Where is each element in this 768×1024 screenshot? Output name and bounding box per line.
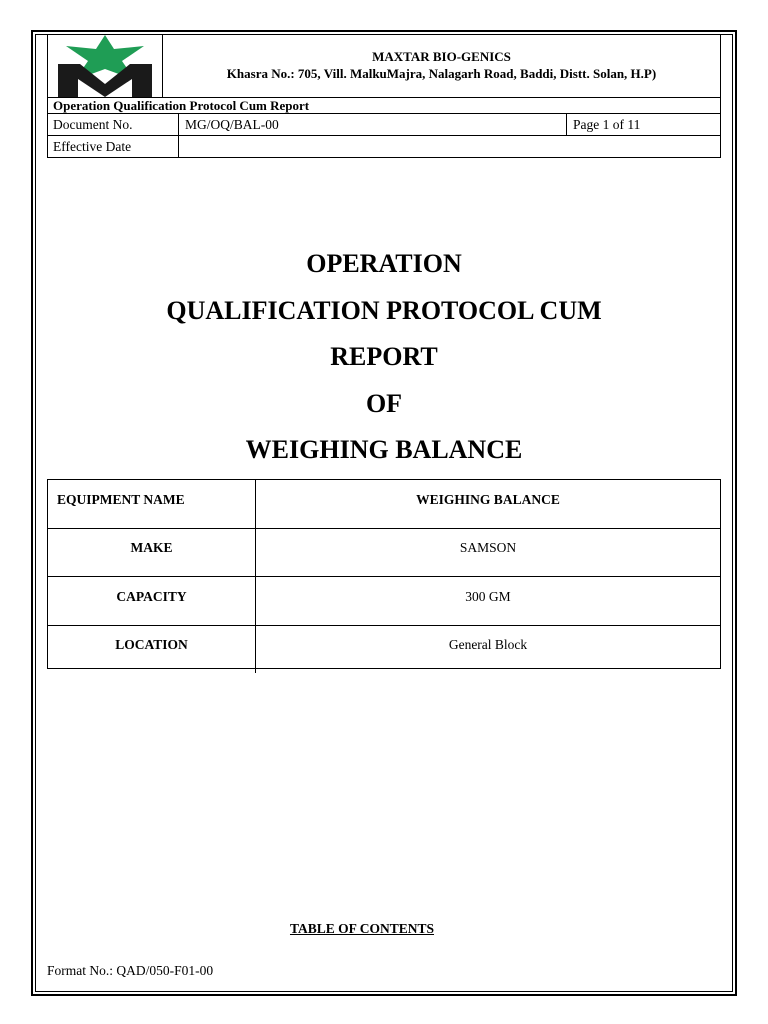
table-row [48,625,720,674]
effective-date-value [179,136,720,157]
table-row [48,480,720,528]
company-address: Khasra No.: 705, Vill. MalkuMajra, Nalagarh Road, Baddi, Distt. Solan, H.P) [226,66,657,81]
document-header [47,34,721,158]
page-number: Page 1 of 11 [573,117,641,132]
header-document-row [48,114,720,135]
logo-cell [48,34,163,97]
document-title [47,244,721,477]
header-company-row [48,34,720,98]
title-line: OPERATION [306,249,462,278]
equipment-table [47,479,721,669]
company-info [163,34,720,97]
title-line: REPORT [330,342,438,371]
make-label: MAKE [48,529,256,577]
equipment-name-value: WEIGHING BALANCE [416,491,560,507]
location-label: LOCATION [48,626,256,674]
header-effective-row [48,135,720,157]
make-value: SAMSON [459,540,517,556]
table-row [48,576,720,625]
company-name: MAXTAR BIO-GENICS [372,49,511,64]
title-line: QUALIFICATION PROTOCOL CUM [166,295,602,325]
equipment-name-label: EQUIPMENT NAME [48,480,256,528]
table-of-contents-heading: TABLE OF CONTENTS [289,921,435,936]
document-no-label: Document No. [48,114,179,135]
title-line: WEIGHING BALANCE [245,435,523,464]
capacity-label: CAPACITY [48,577,256,625]
header-doc-title: Operation Qualification Protocol Cum Report [48,98,720,114]
table-row [48,528,720,577]
location-value: General Block [448,637,528,653]
document-no-value: MG/OQ/BAL-00 [179,114,567,135]
title-line: OF [365,388,403,418]
capacity-value: 300 GM [465,588,511,604]
format-number: Format No.: QAD/050-F01-00 [47,963,214,978]
effective-date-label: Effective Date [48,136,179,157]
maxtar-logo-icon [48,34,162,97]
